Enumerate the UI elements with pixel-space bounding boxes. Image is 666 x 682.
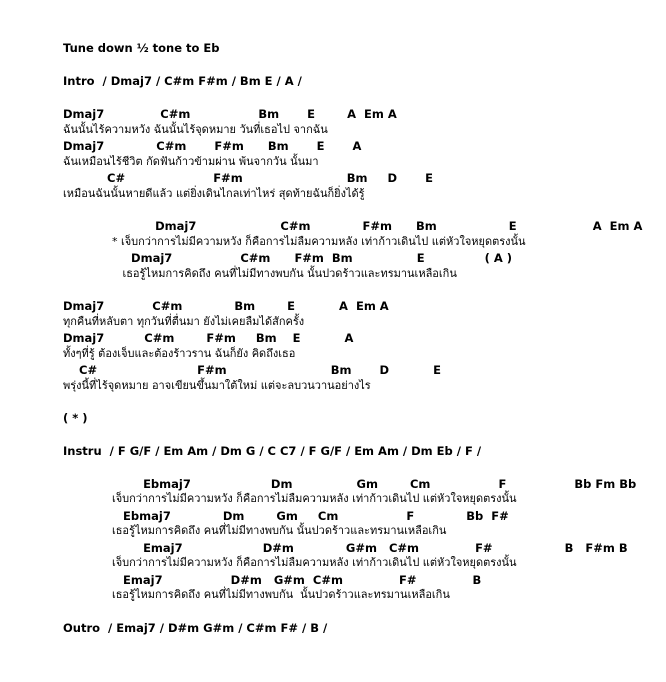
- lyric-line: ทั้งๆที่รู้ ต้องเจ็บและต้องร้าวราน ฉันก็ยัง คิดถึงเธอ: [63, 347, 296, 360]
- instru-progression: Instru / F G/F / Em Am / Dm G / C C7 / F G/F / Em Am / Dm Eb / F /: [63, 444, 482, 458]
- lyric-line: ฉันนั้นไร้ความหวัง ฉันนั้นไร้จุดหมาย วันที่เธอไป จากฉัน: [63, 123, 328, 136]
- lyric-line: เธอรู้ไหมการคิดถึง คนที่ไม่มีทางพบกัน นั้นปวดร้าวและทรมานเหลือเกิน: [63, 588, 450, 601]
- chord-line: Dmaj7 C#m F#m Bm E ( A ): [63, 251, 513, 265]
- tuning-note: Tune down ½ tone to Eb: [63, 41, 220, 55]
- lyric-line: เธอรู้ไหมการคิดถึง คนที่ไม่มีทางพบกัน นั้นปวดร้าวและทรมานเหลือเกิน: [63, 524, 447, 537]
- lyric-line: เหมือนฉันนั้นหายดีแล้ว แต่ยิ่งเดินไกลเท่าไหร่ สุดท้ายฉันก็ยิ่งได้รู้: [63, 187, 365, 200]
- repeat-marker: ( * ): [63, 411, 88, 425]
- lyric-line: เธอรู้ไหมการคิดถึง คนที่ไม่มีทางพบกัน นั้นปวดร้าวและทรมานเหลือเกิน: [63, 267, 457, 280]
- chord-line: Ebmaj7 Dm Gm Cm F Bb F#: [63, 509, 509, 523]
- chord-line: Dmaj7 C#m Bm E A Em A: [63, 299, 389, 313]
- chord-line: Dmaj7 C#m F#m Bm E A: [63, 139, 362, 153]
- intro-progression: Intro / Dmaj7 / C#m F#m / Bm E / A /: [63, 74, 302, 88]
- chord-line: C# F#m Bm D E: [63, 171, 433, 185]
- chord-line: Ebmaj7 Dm Gm Cm F Bb Fm Bb: [63, 477, 637, 491]
- lyric-line: เจ็บกว่าการไม่มีความหวัง ก็คือการไม่ลืมความหลัง เท่าก้าวเดินไป แต่หัวใจหยุดตรงนั้น: [63, 556, 517, 569]
- lyric-line: ฉันเหมือนไร้ชีวิต กัดฟันก้าวข้ามผ่าน พ้นจากวัน นั้นมา: [63, 155, 319, 168]
- lyric-line: ทุกคืนที่หลับตา ทุกวันที่ตื่นมา ยังไม่เคยลืมได้สักครั้ง: [63, 315, 305, 328]
- outro-progression: Outro / Emaj7 / D#m G#m / C#m F# / B /: [63, 621, 328, 635]
- lyric-line: พรุ่งนี้ที่ไร้จุดหมาย อาจเขียนขึ้นมาใต้ใหม่ แต่จะลบวนวานอย่างไร: [63, 379, 371, 392]
- chord-line: Emaj7 D#m G#m C#m F# B: [63, 573, 482, 587]
- chord-line: Dmaj7 C#m F#m Bm E A: [63, 331, 354, 345]
- chord-line: C# F#m Bm D E: [63, 363, 441, 377]
- chord-line: Dmaj7 C#m Bm E A Em A: [63, 107, 397, 121]
- lyric-line: * เจ็บกว่าการไม่มีความหวัง ก็คือการไม่ลืมความหลัง เท่าก้าวเดินไป แต่หัวใจหยุดตรงนั้น: [63, 235, 526, 248]
- chord-line: Dmaj7 C#m F#m Bm E A Em A: [63, 219, 643, 233]
- chord-line: Emaj7 D#m G#m C#m F# B F#m B: [63, 541, 628, 555]
- lyric-line: เจ็บกว่าการไม่มีความหวัง ก็คือการไม่ลืมความหลัง เท่าก้าวเดินไป แต่หัวใจหยุดตรงนั้น: [63, 492, 517, 505]
